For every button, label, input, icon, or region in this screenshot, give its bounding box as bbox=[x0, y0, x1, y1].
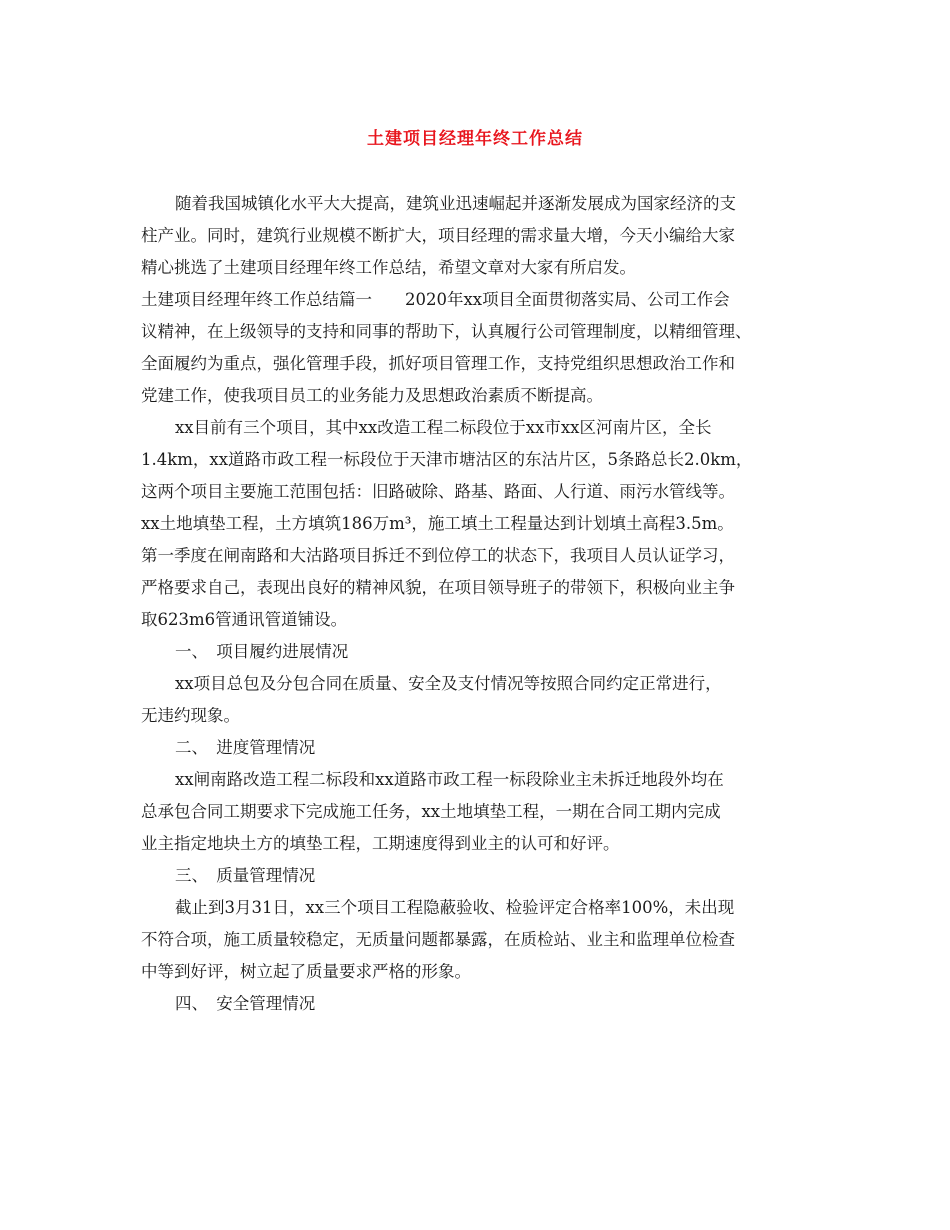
text-line: 柱产业。同时，建筑行业规模不断扩大，项目经理的需求量大增，今天小编给大家 bbox=[141, 226, 735, 245]
text-line: 这两个项目主要施工范围包括：旧路破除、路基、路面、人行道、雨污水管线等。 bbox=[141, 482, 735, 501]
text-line: 党建工作，使我项目员工的业务能力及思想政治素质不断提高。 bbox=[141, 386, 603, 405]
text-line: xx项目总包及分包合同在质量、安全及支付情况等按照合同约定正常进行， bbox=[175, 674, 722, 693]
text-line: 第一季度在闸南路和大沽路项目拆迁不到位停工的状态下，我项目人员认证学习， bbox=[141, 546, 735, 565]
text-line: 无违约现象。 bbox=[141, 706, 240, 725]
document-title: 土建项目经理年终工作总结 bbox=[367, 129, 583, 149]
text-line: 二、 进度管理情况 bbox=[175, 738, 316, 757]
text-line: 精心挑选了土建项目经理年终工作总结，希望文章对大家有所启发。 bbox=[141, 258, 636, 277]
text-line: 1.4km，xx道路市政工程一标段位于天津市塘沽区的东沽片区，5条路总长2.0km， bbox=[141, 450, 753, 469]
text-line: 议精神，在上级领导的支持和同事的帮助下，认真履行公司管理制度，以精细管理、 bbox=[141, 322, 752, 341]
text-line: 不符合项，施工质量较稳定，无质量问题都暴露，在质检站、业主和监理单位检查 bbox=[141, 930, 735, 949]
text-line: 全面履约为重点，强化管理手段，抓好项目管理工作，支持党组织思想政治工作和 bbox=[141, 354, 735, 373]
text-line: xx闸南路改造工程二标段和xx道路市政工程一标段除业主未拆迁地段外均在 bbox=[175, 770, 724, 789]
document-body bbox=[141, 188, 813, 1020]
text-line: 取623m6管通讯管道铺设。 bbox=[141, 610, 348, 629]
text-line: 严格要求自己，表现出良好的精神风貌，在项目领导班子的带领下，积极向业主争 bbox=[141, 578, 735, 597]
text-line: 三、 质量管理情况 bbox=[175, 866, 316, 885]
text-line: 总承包合同工期要求下完成施工任务，xx土地填垫工程，一期在合同工期内完成 bbox=[141, 802, 721, 821]
text-line: 截止到3月31日，xx三个项目工程隐蔽验收、检验评定合格率100%，未出现 bbox=[175, 898, 735, 917]
text-line: xx目前有三个项目，其中xx改造工程二标段位于xx市xx区河南片区，全长 bbox=[175, 418, 712, 437]
text-line: 四、 安全管理情况 bbox=[175, 994, 316, 1013]
text-line: 中等到好评，树立起了质量要求严格的形象。 bbox=[141, 962, 471, 981]
text-line: xx土地填垫工程，土方填筑186万m³，施工填土工程量达到计划填土高程3.5m。 bbox=[141, 514, 734, 533]
text-line: 业主指定地块土方的填垫工程，工期速度得到业主的认可和好评。 bbox=[141, 834, 620, 853]
text-line: 一、 项目履约进展情况 bbox=[175, 642, 349, 661]
text-line: 土建项目经理年终工作总结篇一 2020年xx项目全面贯彻落实局、公司工作会 bbox=[141, 290, 730, 309]
text-line: 随着我国城镇化水平大大提高，建筑业迅速崛起并逐渐发展成为国家经济的支 bbox=[175, 194, 736, 213]
